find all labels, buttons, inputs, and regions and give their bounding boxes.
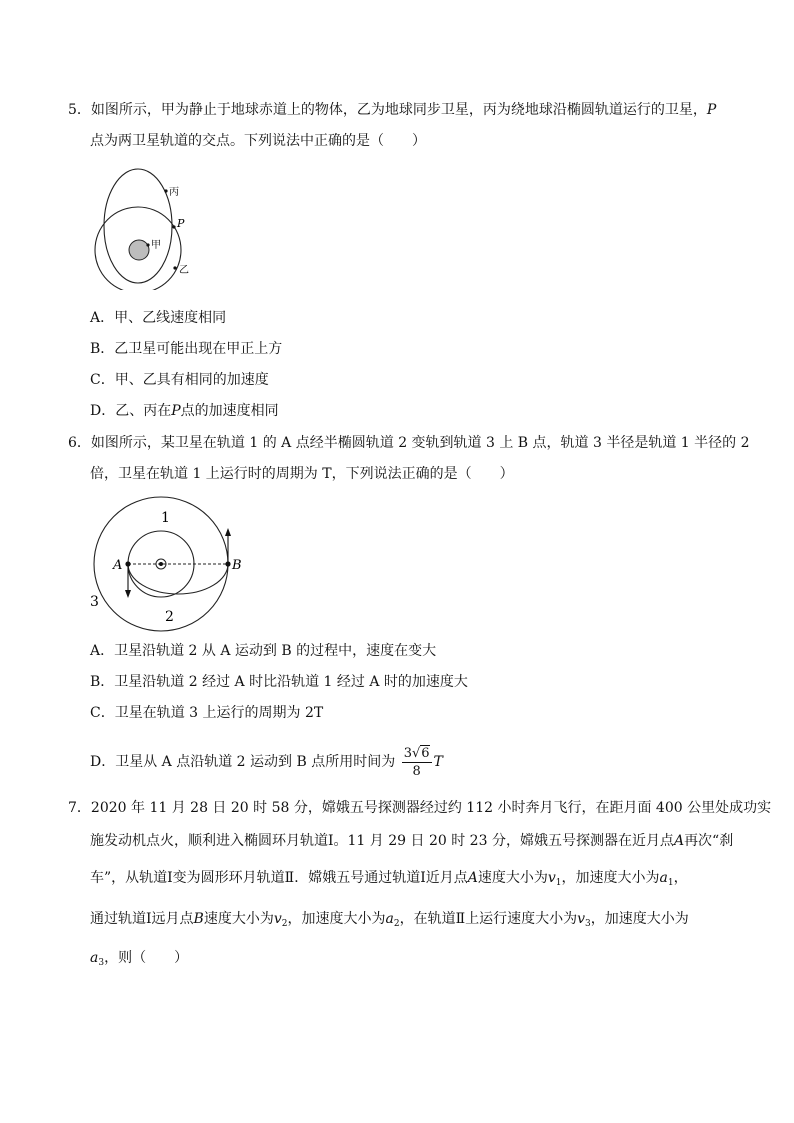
q7-v3: v: [577, 911, 586, 927]
q5-figure: [92, 166, 202, 290]
q7-var-a: A: [673, 833, 685, 849]
q7-v2-sub: 2: [281, 919, 288, 929]
earth-circle: [129, 240, 149, 260]
q7-line2: [90, 831, 733, 851]
q5-line1: [68, 100, 716, 120]
jia-label: 甲: [151, 240, 161, 251]
q5-text-line1: 如图所示，甲为静止于地球赤道上的物体，乙为地球同步卫星，丙为绕地球沿椭圆轨道运行的卫星，: [90, 102, 707, 118]
q7-line1: [68, 798, 771, 818]
q5-option-d: [90, 401, 279, 421]
q6-option-b: B．卫星沿轨道 2 经过 A 时比沿轨道 1 经过 A 时的加速度大: [90, 674, 468, 690]
orbit-1-label: 1: [161, 510, 170, 526]
q7-line3-text-b: 速度大小为: [477, 870, 548, 886]
q7-line5-text-b: ，则（ ）: [104, 950, 189, 966]
b-arrowhead: [225, 528, 231, 536]
q6-fraction-denominator: 8: [412, 763, 421, 779]
q7-line4-text-b: 速度大小为: [203, 911, 274, 927]
q5-var-p: P: [706, 102, 717, 118]
q7-a1-sub: 1: [667, 878, 674, 888]
q7-a3-sub: 3: [98, 958, 105, 968]
q7-line4: [90, 909, 689, 929]
q7-line3-text-c: ，加速度大小为: [561, 870, 660, 886]
q7-a1: a: [659, 870, 668, 886]
q5-option-d-post: 点的加速度相同: [180, 403, 279, 419]
q7-line2-text-a: 施发动机点火，顺利进入椭圆环月轨道Ⅰ。11 月 29 日 20 时 23 分，嫦娥五号探测器在近月点: [90, 833, 674, 849]
q7-line4-text-c: ，加速度大小为: [287, 911, 386, 927]
q5-option-c: C．甲、乙具有相同的加速度: [90, 372, 269, 388]
q6-option-d-pre: D．卫星从 A 点沿轨道 2 运动到 B 点所用时间为: [90, 754, 396, 770]
q5-option-a: A．甲、乙线速度相同: [90, 310, 227, 326]
q6-line2: 倍，卫星在轨道 1 上运行时的周期为 T，下列说法正确的是（ ）: [90, 466, 514, 482]
center-dot: [159, 562, 163, 566]
orbit-3-label: 3: [90, 594, 99, 610]
q6-numerator-coef: 3: [403, 745, 412, 761]
q7-line3-var-a: A: [467, 870, 478, 886]
q7-line3: [90, 868, 688, 888]
q5-number: 5．: [68, 102, 91, 118]
q7-line4-text-e: ，加速度大小为: [590, 911, 689, 927]
q5-option-b: B．乙卫星可能出现在甲正上方: [90, 341, 283, 357]
q7-number: 7．: [68, 800, 91, 816]
q6-line1: [68, 433, 750, 453]
q5-line2: 点为两卫星轨道的交点。下列说法中正确的是（ ）: [90, 133, 426, 149]
q7-v1-sub: 1: [555, 878, 562, 888]
q6-number: 6．: [68, 435, 91, 451]
p-point: [172, 225, 175, 228]
q6-fraction: [402, 745, 432, 780]
q6-option-d: [90, 742, 443, 782]
q6-fraction-numerator: [402, 745, 432, 763]
q6-text-line1: 如图所示，某卫星在轨道 1 的 A 点经半椭圆轨道 2 变轨到轨道 3 上 B 点，轨道 3 半径是轨道 1 半径的 2: [90, 435, 750, 451]
sqrt-symbol: √6: [411, 745, 430, 761]
a-label: A: [113, 558, 123, 573]
q7-var-b: B: [193, 911, 204, 927]
q7-text-line1: 2020 年 11 月 28 日 20 时 58 分，嫦娥五号探测器经过约 112 小时奔月飞行，在距月面 400 公里处成功实: [90, 800, 772, 816]
q7-v3-sub: 3: [585, 919, 591, 929]
q7-line4-text-a: 通过轨道Ⅰ远月点: [90, 911, 194, 927]
q7-line2-text-b: 再次“刹: [684, 833, 734, 849]
q7-line3-text-a: 车”，从轨道Ⅰ变为圆形环月轨道Ⅱ．嫦娥五号通过轨道Ⅰ近月点: [90, 870, 468, 886]
q6-figure: [86, 494, 252, 636]
q7-line5: [90, 948, 188, 968]
q7-line4-text-d: ，在轨道Ⅱ上运行速度大小为: [399, 911, 578, 927]
bing-orbit-ellipse: [104, 169, 172, 283]
q5-option-d-pre: D．乙、丙在: [90, 403, 172, 419]
q7-v1: v: [547, 870, 556, 886]
jia-point: [146, 243, 149, 246]
orbit-2-label: 2: [165, 609, 174, 625]
q6-option-a: A．卫星沿轨道 2 从 A 运动到 B 的过程中，速度在变大: [90, 643, 437, 659]
q6-numerator-radicand: 6: [421, 745, 430, 761]
q7-a2-sub: 2: [393, 919, 400, 929]
bing-point: [164, 189, 167, 192]
q6-option-d-var: T: [433, 754, 443, 770]
q5-option-d-var: P: [171, 403, 181, 419]
b-label: B: [232, 558, 242, 573]
q7-v2: v: [273, 911, 282, 927]
q6-option-c: C．卫星在轨道 3 上运行的周期为 2T: [90, 705, 324, 721]
q7-a2: a: [385, 911, 394, 927]
bing-label: 丙: [169, 187, 179, 198]
a-arrowhead: [125, 590, 131, 598]
yi-point: [173, 266, 176, 269]
q7-a3: a: [90, 950, 99, 966]
orbit-2-half-ellipse: [128, 564, 228, 594]
yi-label: 乙: [179, 265, 189, 276]
q7-line3-end: ，: [673, 870, 688, 886]
p-label: P: [177, 217, 185, 230]
